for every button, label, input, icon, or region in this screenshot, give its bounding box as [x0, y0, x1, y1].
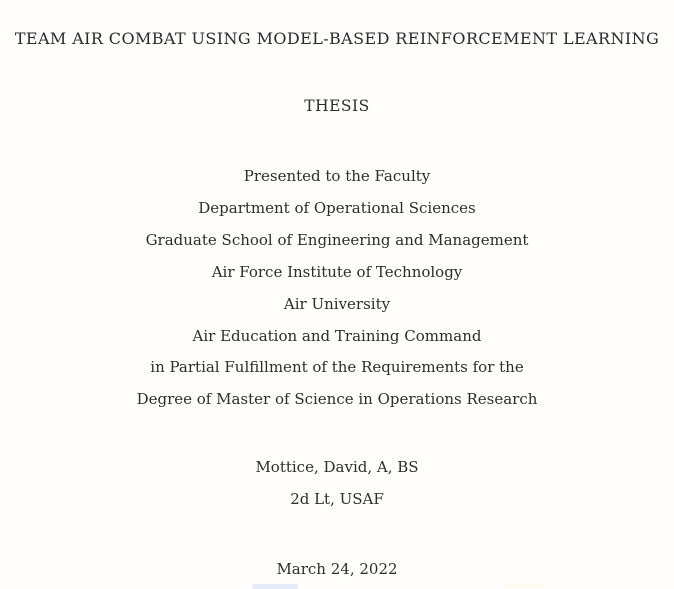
presentation-line: Presented to the Faculty — [243, 167, 431, 185]
presentation-line: Air Education and Training Command — [192, 326, 482, 345]
presentation-line: Air University — [283, 294, 391, 313]
presentation-line: in Partial Fulfillment of the Requirements for the — [150, 358, 524, 377]
presentation-block — [0, 161, 674, 416]
author-rank: 2d Lt, USAF — [290, 490, 384, 509]
presentation-line: Degree of Master of Science in Operations Research — [136, 390, 538, 409]
presentation-line: Department of Operational Sciences — [198, 198, 476, 217]
presentation-line: Graduate School of Engineering and Management — [145, 230, 529, 249]
author-name: Mottice, David, A, BS — [255, 458, 419, 477]
date-line: March 24, 2022 — [276, 560, 398, 579]
author-block — [0, 451, 674, 515]
document-type-label: THESIS — [304, 97, 370, 115]
presentation-line: Air Force Institute of Technology — [211, 262, 463, 281]
scan-artifact — [252, 584, 298, 589]
thesis-title: TEAM AIR COMBAT USING MODEL-BASED REINFORCEMENT LEARNING — [14, 29, 660, 48]
scan-artifact — [505, 584, 545, 588]
